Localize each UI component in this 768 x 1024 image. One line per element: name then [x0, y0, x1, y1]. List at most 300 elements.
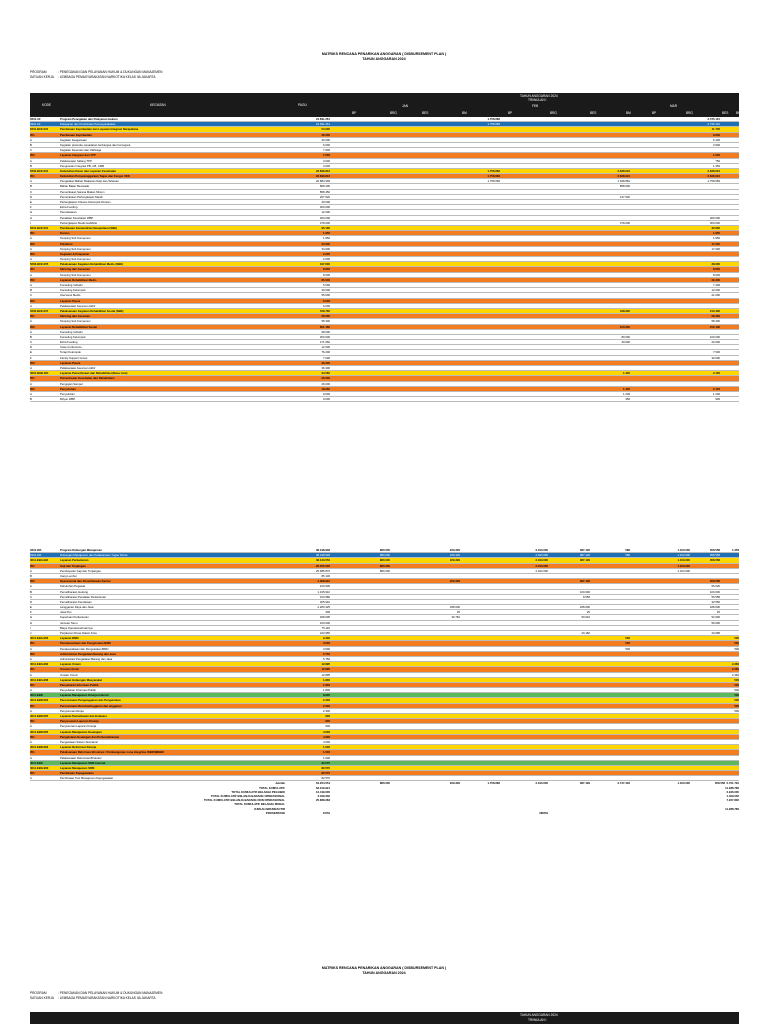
cell-uraian: Layanan Manajemen SDM Internal: [60, 760, 106, 765]
cell-uraian: Layanan Pasca: [60, 360, 81, 365]
cell-pagu: 8.600: [323, 267, 330, 272]
cell-c10: 358.558: [709, 548, 720, 552]
cell-c10: 12.000: [711, 288, 720, 293]
cell-kode: B: [30, 397, 32, 402]
cell-c7: 20.182: [581, 631, 590, 635]
cell-uraian: Terapi Kelompok: [60, 350, 81, 355]
cell-pagu: 5.000: [323, 283, 330, 287]
cell-uraian: Layanan Umum: [60, 662, 81, 667]
cell-uraian: Operasional dan Pemeliharaan Kantor: [60, 579, 111, 584]
total-cell-c6: 2.043.000: [535, 781, 548, 786]
cell-kode: 5202.BCE.005: [30, 262, 49, 267]
cell-uraian: Pembinaan Kemandirian Narapidana (SBE): [60, 225, 118, 230]
cell-uraian: Kegiatan & Pelayanan: [60, 251, 90, 256]
cell-pagu: 6.000: [323, 303, 330, 308]
total-cell-c8: 2.747.418: [617, 781, 630, 786]
cell-uraian: Layanan Rehabilitasi Medis: [60, 277, 97, 282]
cell-uraian: Pelaksanaan Reformasi Birokrasi: [60, 755, 102, 760]
header-col-brg: BRG: [390, 111, 397, 115]
cell-kode: 4011.EBA.956: [30, 636, 49, 641]
total-label: TOTAL KUMULATIF BELANJA PEGAWAI: [231, 789, 285, 794]
cell-kode: H: [30, 620, 33, 625]
cell-uraian: Skrining dan Asesmen: [60, 314, 91, 319]
cell-c4: 30.781: [451, 615, 460, 620]
cell-c9: 1.163.000: [677, 568, 690, 573]
total-cell-c9: 1.163.000: [677, 781, 690, 786]
cell-pagu: 7.600: [323, 148, 330, 153]
cell-c11: 2.360: [732, 662, 739, 667]
cell-kode: A: [30, 672, 32, 677]
cell-uraian: Pengujian Sampel: [60, 381, 83, 386]
cell-pagu: 900: [325, 719, 330, 724]
cell-kode: 051: [30, 771, 35, 776]
cell-kode: B: [30, 142, 32, 147]
cell-kode: B: [30, 334, 32, 339]
cell-c10: 9.600: [713, 132, 720, 137]
cell-pagu: 858.450: [319, 189, 330, 194]
cell-c5: 1.758.683: [487, 174, 500, 179]
cell-uraian: Pembinaan Tusi Manajemen Kepegawaian: [60, 776, 114, 781]
cell-kode: 052: [30, 153, 35, 158]
cell-uraian: Extra Fooding: [60, 340, 78, 345]
cell-pagu: 621.160: [319, 324, 330, 329]
cell-uraian: Skrining dan Asesmen: [60, 267, 91, 272]
cell-uraian: Biaya Operasional lainnya: [60, 625, 93, 630]
cell-c11: 500: [734, 703, 739, 708]
total-cell-c3: 880.000: [379, 781, 390, 786]
total-cell-c6: 2806%: [539, 810, 548, 815]
cell-uraian: Layanan Pasca: [60, 298, 81, 303]
cell-pagu: 12.000: [321, 345, 330, 350]
cell-uraian: Tamping Sub Komponen: [60, 236, 91, 241]
cell-uraian: Kegiatan pramuka, kesadaran berbangsa dan bernegara: [60, 142, 131, 147]
cell-pagu: 4.398.910: [317, 579, 330, 584]
cell-c3: 880.000: [379, 563, 390, 568]
cell-uraian: Penyebaran Informasi Publik: [60, 688, 96, 693]
cell-pagu: 7.000: [323, 355, 330, 360]
cell-uraian: Penyebaran Informasi Publik: [60, 682, 99, 687]
cell-kode: 052: [30, 651, 35, 656]
table-body-2: [30, 548, 739, 781]
cell-uraian: Pengelolaan Keuangan dan Perbendaharaan: [60, 734, 120, 739]
cell-c10: 100.000: [709, 334, 720, 339]
disbursement-table-2: [30, 548, 739, 815]
cell-pagu: 4.600: [323, 734, 330, 739]
satker-line: [30, 75, 156, 80]
cell-pagu: 82.570: [321, 765, 330, 770]
cell-uraian: Family Support Group: [60, 355, 88, 360]
cell-kode: A: [30, 246, 32, 251]
cell-kode: 052: [30, 241, 35, 246]
cell-kode: F: [30, 610, 32, 615]
cell-pagu: 378.000: [319, 220, 330, 225]
cell-uraian: Pemeriksaan Sarana Makan Minum: [60, 189, 105, 194]
cell-uraian: Extra Fooding: [60, 205, 78, 210]
cell-c4: 229.329: [449, 553, 460, 558]
total-cell-c10: 358.558: [714, 781, 725, 786]
cell-c10: 21.000: [711, 293, 720, 298]
cell-pagu: 2.000: [323, 257, 330, 262]
cell-uraian: Kegiatan Kesenian dan Olahraga: [60, 148, 102, 153]
cell-uraian: Perencanaan Penganggaran dan Pengelolaan: [60, 698, 121, 703]
header-tahun-2: TAHUN ANGGARAN 2024: [520, 1013, 558, 1017]
cell-c10: 1.950: [713, 236, 720, 241]
cell-c6: 2.043.000: [535, 548, 548, 552]
cell-uraian: Tamping Sub Komponen: [60, 319, 91, 324]
cell-pagu: 4.600: [323, 739, 330, 744]
cell-uraian: Kebutuhan Dasar dan Layanan Kesehatan: [60, 168, 116, 173]
cell-c10: 8.600: [713, 267, 720, 272]
cell-pagu: 98.000: [321, 329, 330, 334]
cell-c10: 1.350: [713, 163, 720, 168]
cell-kode: H: [30, 215, 33, 220]
cell-c10: 1.950: [713, 231, 720, 236]
cell-pagu: 9.000: [323, 397, 330, 402]
cell-uraian: Pengusulan Integrasi PB, CB, CMB: [60, 163, 104, 168]
cell-c8: 40.600: [621, 340, 630, 345]
cell-pagu: 100.000: [319, 584, 330, 589]
cell-c8: 198.600: [619, 308, 630, 313]
cell-c5: 1.758.683: [487, 179, 500, 184]
cell-c10: 1.758.683: [707, 179, 720, 184]
cell-c10: 38.000: [711, 262, 720, 267]
table-header-2: [30, 1012, 739, 1024]
satker-label-2: SATUAN KERJA: [30, 996, 54, 1000]
cell-c10: 25: [716, 610, 720, 615]
total-cell-c7: 387.129: [579, 781, 590, 786]
total-label: TOTAL KUMULATIF BELANJA MODAL: [234, 802, 285, 807]
cell-uraian: Kursus: [60, 231, 70, 236]
cell-c3: 880.000: [379, 558, 390, 563]
cell-kode: F: [30, 355, 32, 360]
cell-kode: B: [30, 589, 32, 594]
cell-uraian: Layanan Manajemen SDM: [60, 765, 95, 770]
cell-c10: 58.300: [711, 319, 720, 324]
cell-uraian: Tamping Sub Komponen: [60, 257, 91, 262]
cell-c10: 2.735.101: [707, 117, 720, 121]
cell-c8: 586: [625, 548, 630, 552]
cell-kode: C: [30, 148, 33, 153]
cell-c10: 5.400: [713, 137, 720, 142]
disbursement-table-1: [30, 93, 739, 402]
cell-uraian: Perjalanan Dinas Dalam Kota: [60, 631, 97, 635]
cell-pagu: 268.605: [319, 615, 330, 620]
cell-c8: 80.000: [621, 334, 630, 339]
cell-kode: 051: [30, 314, 35, 319]
cell-uraian: Layanan Integrasi dan TPP: [60, 153, 96, 158]
cell-uraian: Tamping Sub Komponen: [60, 272, 91, 277]
cell-c9: 1.163.000: [677, 553, 690, 558]
cell-kode: 0310.AF: [30, 117, 41, 121]
total-cell-c11: 7.237.802: [726, 798, 739, 803]
cell-uraian: Konseling Kelompok: [60, 288, 86, 293]
header-tahun: TAHUN ANGGARAN 2024: [520, 94, 558, 98]
cell-uraian: Layanan Manajemen Keuangan: [60, 729, 102, 734]
cell-c10: 20.600: [711, 340, 720, 345]
cell-kode: A: [30, 656, 32, 661]
cell-pagu: 243.955: [319, 631, 330, 635]
cell-c8: 1.400: [623, 386, 630, 391]
cell-uraian: Keperluan Perkantoran: [60, 615, 89, 620]
cell-pagu: 82.570: [321, 771, 330, 776]
cell-uraian: Pelatihan: [60, 241, 73, 246]
cell-kode: A: [30, 366, 32, 370]
cell-c5: 1.758.683: [487, 168, 500, 173]
cell-uraian: Pembayaran Gaji dan Tunjangan: [60, 568, 101, 573]
cell-pagu: 30.000: [321, 288, 330, 293]
cell-kode: 5202.BCE.007: [30, 308, 49, 313]
cell-uraian: Layanan Rehabilitasi Sosial: [60, 324, 97, 329]
cell-c10: 300.000: [709, 220, 720, 225]
cell-kode: 051: [30, 267, 35, 272]
total-cell-c5: 1.758.683: [487, 781, 500, 786]
cell-uraian: Konseling Individu: [60, 283, 83, 287]
total-label: PROSENTASE: [265, 810, 285, 815]
cell-uraian: Layanan Pemantauan dan Evaluasi: [60, 714, 107, 718]
cell-kode: A: [30, 179, 32, 184]
header-triwulan-2: TRIWULAN I: [528, 1018, 547, 1022]
cell-uraian: Pembinaan Kepribadian dan Layanan Integrasi Narapidana: [60, 127, 139, 132]
cell-uraian: Penyusunan Renja: [60, 708, 84, 713]
cell-pagu: 76.200: [321, 350, 330, 355]
cell-c10: 358.558: [709, 579, 720, 584]
cell-pagu: 36.300: [321, 360, 330, 365]
cell-kode: 051: [30, 734, 35, 739]
cell-uraian: Penyusunan Laporan Kinerja: [60, 724, 97, 729]
cell-uraian: Tamping Sub Komponen: [60, 246, 91, 251]
cell-c5: 1.758.683: [487, 117, 500, 121]
cell-c10: 300.000: [709, 215, 720, 220]
cell-uraian: Layanan Reformasi Kinerja: [60, 745, 97, 750]
cell-c8: 1.638.881: [617, 179, 630, 184]
total-label: Jumlah: [275, 781, 285, 786]
cell-kode: D: [30, 599, 33, 604]
cell-pagu: 171.660: [319, 340, 330, 345]
total-label: TOTAL KUMULATIF: [259, 785, 285, 790]
cell-c10: 7.400: [713, 283, 720, 287]
cell-kode: I: [30, 220, 31, 225]
cell-c7: 387.129: [579, 548, 590, 552]
cell-pagu: 7.600: [323, 153, 330, 158]
cell-c7: 387.129: [579, 553, 590, 558]
cell-c11: 500: [734, 641, 739, 646]
header-col-bp: BP: [652, 111, 657, 115]
cell-c3: 980.000: [379, 548, 390, 552]
table-body-1: [30, 117, 739, 402]
cell-uraian: Pelaksanaan Asesmen Akhir: [60, 366, 96, 370]
cell-uraian: Pembinaan Kepribadian: [60, 132, 92, 137]
cell-pagu: 300.000: [319, 334, 330, 339]
cell-pagu: 85.000: [321, 277, 330, 282]
cell-pagu: 12.000: [321, 210, 330, 215]
total-row: [30, 811, 739, 815]
cell-pagu: 1.000: [323, 745, 330, 750]
cell-kode: 4011.EBA.994: [30, 558, 49, 563]
cell-c10: 210.400: [709, 308, 720, 313]
cell-kode: 052: [30, 277, 35, 282]
cell-uraian: Urusan Umum: [60, 672, 79, 677]
cell-pagu: 1.195.910: [317, 589, 330, 594]
program-value: : PENEGAKAN DAN PELAYANAN HUKUM & DUKUNGAN MANAJEMEN: [58, 70, 163, 74]
header-pagu: PAGU: [298, 103, 307, 107]
cell-pagu: 1.950: [323, 236, 330, 241]
total-cell-c4: 229.329: [449, 781, 460, 786]
cell-kode: C: [30, 293, 33, 298]
table-header: [30, 93, 739, 117]
cell-uraian: Pelaksanaan Reformasi Birokrasi / Pembangunan zona integritas WBK/WBBM: [60, 750, 164, 755]
cell-uraian: Pemeriksaan Perlengkapan Mandi: [60, 194, 103, 199]
cell-c8: 1.200: [623, 391, 630, 396]
cell-pagu: 34.060: [321, 371, 330, 376]
cell-pagu: 6.000: [323, 142, 330, 147]
cell-c10: 3.900: [713, 142, 720, 147]
cell-pagu: 36.300: [321, 366, 330, 370]
cell-kode: A: [30, 776, 32, 781]
header-col-bes: BES: [590, 111, 597, 115]
cell-pagu: 300.000: [319, 215, 330, 220]
cell-c11: 2.360: [732, 672, 739, 677]
cell-pagu: 38.198.936: [316, 548, 330, 552]
cell-kode: 053: [30, 298, 35, 303]
cell-pagu: 197.600: [319, 262, 330, 267]
cell-uraian: Penatausahaan dan Pengelolaan BMN: [60, 646, 109, 651]
cell-pagu: 25.985.870: [316, 568, 330, 573]
header-triwulan: TRIWULAN I: [528, 98, 547, 102]
cell-uraian: Program Dukungan Manajemen: [60, 548, 102, 552]
cell-uraian: Dukungan Manajemen dan Pelaksanaan Tugas Teknis: [60, 553, 128, 558]
cell-pagu: 22.696.816: [316, 174, 330, 179]
cell-c10: 2.735.101: [707, 122, 720, 127]
cell-pagu: 54.000: [321, 127, 330, 132]
cell-pagu: 2.300: [323, 703, 330, 708]
cell-c10: 29.400: [711, 277, 720, 282]
cell-kode: 051: [30, 376, 35, 381]
cell-kode: 052: [30, 386, 35, 391]
cell-kode: B: [30, 288, 32, 293]
cell-c10: 2.638.024: [707, 168, 720, 173]
cell-c10: 358.558: [709, 558, 720, 563]
cell-c10: 1.500: [713, 153, 720, 158]
cell-c10: 30.000: [711, 355, 720, 360]
cell-pagu: 4.600: [323, 729, 330, 734]
cell-c4: 229.329: [449, 548, 460, 552]
cell-c11: 500: [734, 636, 739, 641]
cell-kode: B: [30, 163, 32, 168]
cell-pagu: 1.000: [323, 750, 330, 755]
cell-c10: 8.600: [713, 272, 720, 277]
cell-kode: A: [30, 158, 32, 163]
cell-uraian: Pelayanan dan Pembinaan Pemasyarakatan: [60, 122, 116, 127]
cell-c7: 25: [586, 610, 590, 615]
cell-uraian: Kebutuhan Pegawai: [60, 584, 86, 589]
cell-uraian: Pelaksanaan Sidang TPP: [60, 158, 92, 163]
cell-pagu: 3.600: [323, 641, 330, 646]
cell-c10: 20.068: [711, 631, 720, 635]
cell-pagu: 8.600: [323, 272, 330, 277]
cell-kode: A: [30, 381, 32, 386]
cell-kode: 4011.EBG: [30, 760, 43, 765]
satker-label: SATUAN KERJA: [30, 75, 54, 79]
cell-pagu: 55.600: [321, 293, 330, 298]
header-kode: KODE: [42, 103, 52, 107]
cell-uraian: Gaji dan Tunjangan: [60, 563, 86, 568]
header-mar: MAR: [670, 104, 678, 108]
cell-c8: 120.600: [619, 324, 630, 329]
header-col-bp: BP: [508, 111, 513, 115]
satker-value: : LEMBAGA PEMASYARAKATAN NARKOTIKA KELAS IIA JAKARTA: [58, 75, 156, 79]
cell-kode: A: [30, 272, 32, 277]
cell-uraian: Uang Lembur: [60, 573, 77, 578]
cell-c7: 100.000: [579, 589, 590, 594]
cell-pagu: 22.696.816: [316, 168, 330, 173]
cell-uraian: Layanan Manajemen Kinerja Internal: [60, 693, 109, 698]
cell-pagu: 729.760: [319, 308, 330, 313]
cell-uraian: Pelaksanaan Kegiatan Rehabilitasi Medis (SBE): [60, 262, 124, 267]
cell-uraian: Pelaksanaan Asesmen Akhir: [60, 303, 96, 308]
cell-pagu: 26.000: [321, 376, 330, 381]
cell-c10: 152.100: [709, 324, 720, 329]
total-cell-pagu: 3.439.332: [317, 794, 330, 798]
cell-c10: 11.700: [711, 127, 720, 132]
cell-c10: 50.000: [711, 620, 720, 625]
cell-pagu: 2.300: [323, 708, 330, 713]
cell-kode: B: [30, 573, 32, 578]
cell-c7: 188.600: [579, 605, 590, 610]
cell-pagu: 95.100: [321, 225, 330, 230]
cell-c9: 1.163.000: [677, 548, 690, 552]
total-cell-pagu: 13.449.000: [316, 789, 330, 794]
cell-kode: 5202.BCE.001: [30, 168, 49, 173]
cell-pagu: 100.000: [319, 620, 330, 625]
cell-pagu: 30.000: [321, 137, 330, 142]
cell-c7: 50.016: [581, 615, 590, 620]
cell-kode: 5201.BCE.001: [30, 127, 49, 132]
cell-kode: 4011.EBD.963: [30, 745, 49, 750]
cell-kode: B: [30, 184, 32, 189]
cell-uraian: Kebutuhan Penyelenggaraan Tugas dan Fungsi UKK: [60, 174, 130, 179]
cell-kode: A: [30, 283, 32, 287]
cell-pagu: 85.130: [321, 573, 330, 578]
cell-c11: 1.356: [732, 548, 739, 552]
cell-kode: 052: [30, 324, 35, 329]
header-kegiatan: KEGIATAN: [150, 103, 166, 107]
cell-c8: 450: [625, 397, 630, 402]
cell-kode: 4011.EBD.955: [30, 729, 49, 734]
cell-c11: 2.360: [732, 667, 739, 672]
cell-kode: A: [30, 391, 32, 396]
cell-c10: 2.100: [713, 371, 720, 376]
cell-c11: 500: [734, 693, 739, 698]
cell-uraian: Penyuluhan: [60, 386, 76, 391]
cell-uraian: Jasa Pos: [60, 610, 72, 615]
cell-kode: E: [30, 350, 32, 355]
cell-kode: 051: [30, 174, 35, 179]
cell-pagu: 1.800: [323, 682, 330, 687]
cell-pagu: 900: [325, 724, 330, 729]
cell-uraian: Pemulasaran: [60, 210, 77, 215]
cell-uraian: Pemeriksaan Kesehatan dan Rehabilitasi: [60, 376, 115, 381]
cell-uraian: Program Penegakan dan Pelayanan Hukum: [60, 117, 118, 121]
cell-uraian: Konseling Kelompok: [60, 334, 86, 339]
cell-kode: 4011.EBG.960: [30, 765, 49, 770]
total-label: TOTAL KUMULATIF BELANJA BARANG NON OPERASIONAL: [203, 798, 285, 803]
cell-pagu: 5.750: [323, 651, 330, 656]
cell-uraian: Perencanaan Renstra/Anggaran dan anggaran: [60, 703, 122, 708]
cell-pagu: 3.600: [323, 646, 330, 651]
header-col-brg: BRG: [686, 111, 693, 115]
cell-kode: 051: [30, 719, 35, 724]
cell-pagu: 2.300: [323, 698, 330, 703]
